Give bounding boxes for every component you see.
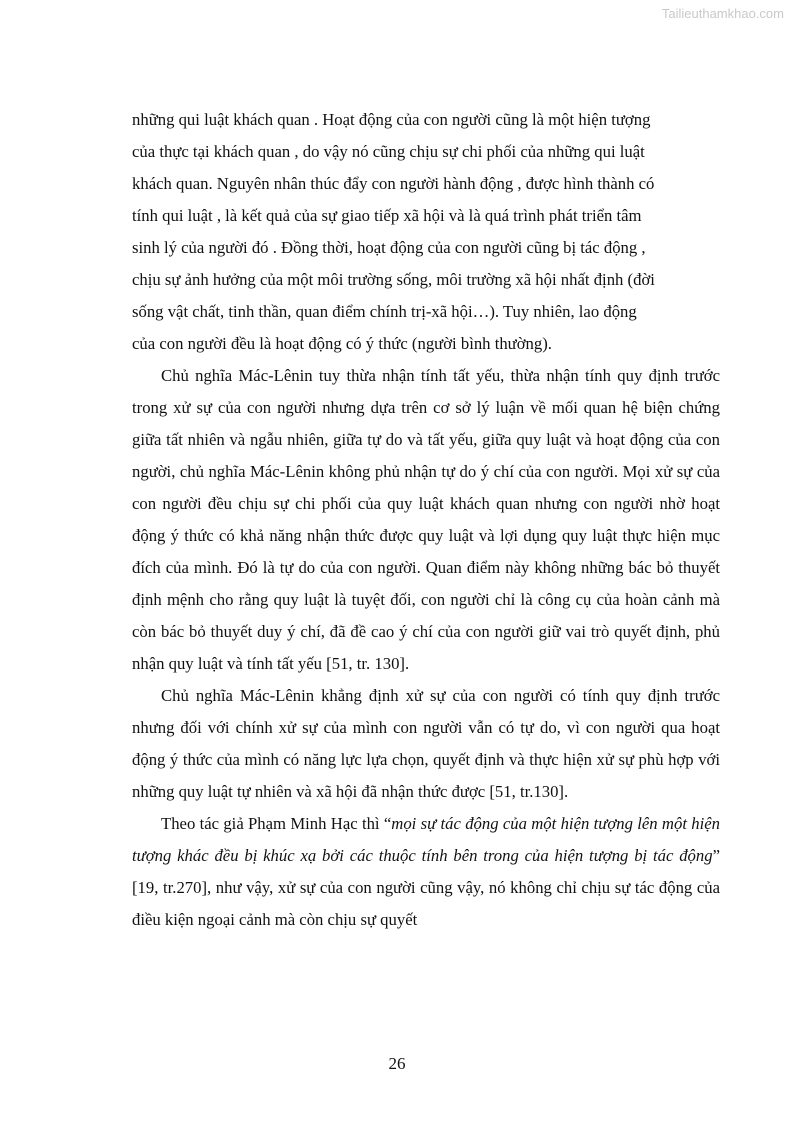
paragraph-4-tail: ” [19, tr.270], như vậy, xử sự của con người cũng vậy, nó không chỉ chịu sự tác động của điều kiện ngoại cảnh mà còn chịu sự quyết — [132, 846, 720, 929]
paragraph-1-line: chịu sự ảnh hưởng của một môi trường sống, môi trường xã hội nhất định (đời — [132, 270, 655, 289]
paragraph-4 — [132, 808, 720, 936]
paragraph-1-line: sinh lý của người đó . Đồng thời, hoạt động của con người cũng bị tác động , — [132, 238, 646, 257]
paragraph-1-line: những qui luật khách quan . Hoạt động của con người cũng là một hiện tượng — [132, 110, 651, 129]
paragraph-1 — [132, 104, 720, 360]
paragraph-1-line: của con người đều là hoạt động có ý thức (người bình thường). — [132, 334, 552, 353]
paragraph-1-line: tính qui luật , là kết quả của sự giao tiếp xã hội và là quá trình phát triển tâm — [132, 206, 642, 225]
paragraph-1-line: của thực tại khách quan , do vậy nó cũng chịu sự chi phối của những qui luật — [132, 142, 645, 161]
paragraph-3: Chủ nghĩa Mác-Lênin khẳng định xử sự của con người có tính quy định trước nhưng đối với chính xử sự của mình con người vẫn có tự do, vì con người qua hoạt động ý thức của mình có năng lực lựa chọn, quyết định và thực hiện xử sự phù hợp với những quy luật tự nhiên và xã hội đã nhận thức được [51, tr.130]. — [132, 686, 720, 801]
paragraph-2: Chủ nghĩa Mác-Lênin tuy thừa nhận tính tất yếu, thừa nhận tính quy định trước trong xử sự của con người nhưng dựa trên cơ sở lý luận về mối quan hệ biện chứng giữa tất nhiên và ngẫu nhiên, giữa tự do và tất yếu, giữa quy luật và hoạt động của con người, chủ nghĩa Mác-Lênin không phủ nhận tự do ý chí của con người. Mọi xử sự của con người đều chịu sự chi phối của quy luật khách quan nhưng con người nhờ hoạt động ý thức có khả năng nhận thức được quy luật và lợi dụng quy luật thực hiện mục đích của mình. Đó là tự do của con người. Quan điểm này không những bác bỏ thuyết định mệnh cho rằng quy luật là tuyệt đối, con người chỉ là công cụ của hoàn cảnh mà còn bác bỏ thuyết duy ý chí, đã đề cao ý chí của con người giữ vai trò quyết định, phủ nhận quy luật và tính tất yếu [51, tr. 130]. — [132, 366, 720, 673]
page-number: 26 — [388, 1054, 406, 1073]
paragraph-4-quote: mọi sự tác động của một hiện tượng lên một hiện tượng khác đều bị khúc xạ bởi các thuộc tính bên trong của hiện tượng bị tác động — [132, 814, 720, 865]
watermark: Tailieuthamkhao.com — [661, 6, 784, 21]
paragraph-1-line: khách quan. Nguyên nhân thúc đẩy con người hành động , được hình thành có — [132, 174, 655, 193]
paragraph-1-line: sống vật chất, tinh thần, quan điểm chính trị-xã hội…). Tuy nhiên, lao động — [132, 302, 637, 321]
document-body — [132, 104, 720, 936]
paragraph-4-lead: Theo tác giả Phạm Minh Hạc thì “ — [161, 814, 392, 833]
